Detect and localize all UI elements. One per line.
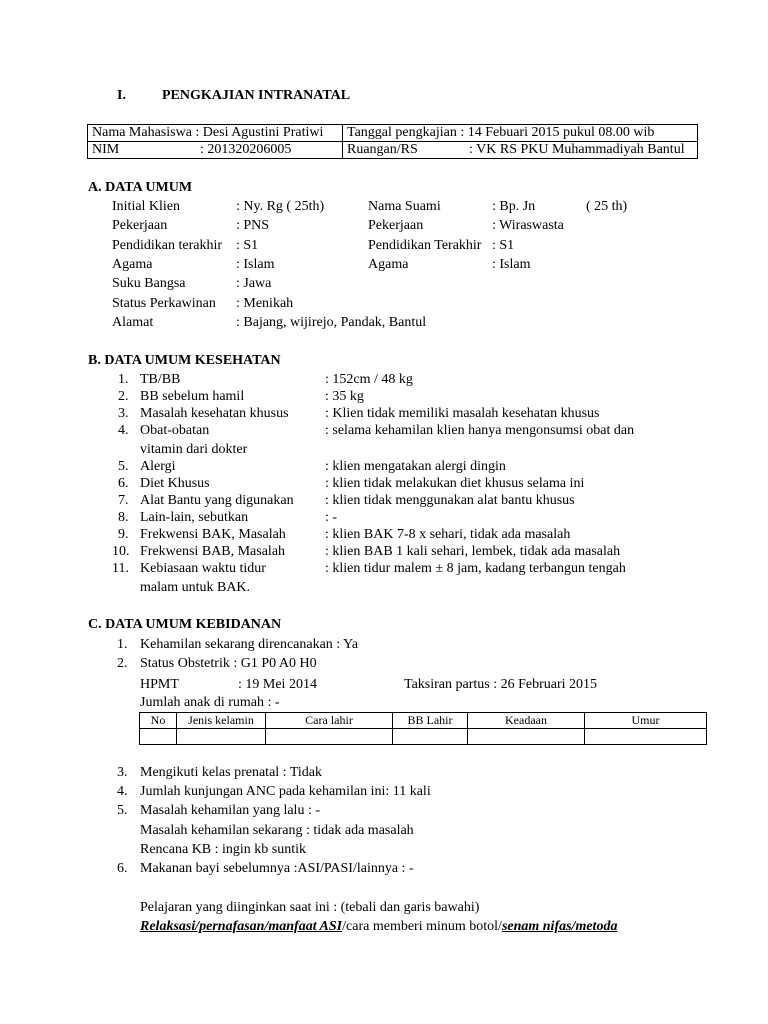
taksiran-partus: Taksiran partus : 26 Februari 2015 (404, 677, 598, 692)
field-label: Pekerjaan (112, 218, 168, 233)
assessment-date-cell: Tanggal pengkajian : 14 Febuari 2015 pukul 08.00 wib (343, 125, 698, 142)
field-label: Kebiasaan waktu tidur (140, 561, 266, 576)
item-number: 9. (118, 527, 129, 542)
field-value: : Bp. Jn (492, 199, 536, 214)
hpmt-label: HPMT (140, 677, 179, 692)
field-label: Pekerjaan (368, 218, 424, 233)
field-value: : PNS (236, 218, 270, 233)
field-value: : 152cm / 48 kg (325, 372, 413, 387)
item-number: 7. (118, 493, 129, 508)
nim-value: : 201320206005 (200, 142, 292, 157)
field-label: Alat Bantu yang digunakan (140, 493, 294, 508)
field-value: : selama kehamilan klien hanya mengonsumsi obat dan (325, 423, 635, 438)
field-value: : Ny. Rg ( 25th) (236, 199, 325, 214)
field-label: Diet Khusus (140, 476, 210, 491)
item-number: 1. (118, 372, 129, 387)
field-value-continuation: vitamin dari dokter (140, 442, 248, 457)
page-title: PENGKAJIAN INTRANATAL (162, 88, 351, 103)
lesson-options (140, 919, 617, 935)
item-number: 11. (112, 561, 129, 576)
section-a-title: A. DATA UMUM (88, 180, 193, 195)
field-value: : klien tidak melakukan diet khusus selama ini (325, 476, 585, 491)
field-label: Agama (368, 257, 409, 272)
field-value: : klien BAK 7-8 x sehari, tidak ada masalah (325, 527, 571, 542)
field-value: : 35 kg (325, 389, 364, 404)
field-value: : S1 (236, 238, 259, 253)
item-number: 4. (118, 423, 129, 438)
field-value: : Wiraswasta (492, 218, 564, 233)
field-label: Agama (112, 257, 153, 272)
field-label: Alergi (140, 459, 176, 474)
field-label: BB sebelum hamil (140, 389, 245, 404)
field-value: : Bajang, wijirejo, Pandak, Bantul (236, 315, 427, 330)
nim-cell (88, 142, 343, 159)
field-label: Obat-obatan (140, 423, 210, 438)
field-value: : Islam (236, 257, 275, 272)
field-label: Pendidikan Terakhir (368, 238, 482, 253)
field-label: Alamat (112, 315, 154, 330)
field-value: : Jawa (236, 276, 272, 291)
field-value: : - (325, 510, 338, 525)
lesson-bold-2: senam nifas/metoda (501, 919, 618, 934)
section-c-title: C. DATA UMUM KEBIDANAN (88, 617, 282, 632)
table-header-condition: Keadaan (468, 713, 585, 729)
lesson-plain: /cara memberi minum botol/ (342, 919, 502, 934)
item-number: 2. (118, 389, 129, 404)
field-label: Frekwensi BAB, Masalah (140, 544, 286, 559)
item-number: 10. (112, 544, 130, 559)
field-value: : S1 (492, 238, 515, 253)
lesson-bold-1: Relaksasi/pernafasan/manfaat ASI (140, 919, 343, 934)
field-value: : klien BAB 1 kali sehari, lembek, tidak ada masalah (325, 544, 621, 559)
field-value: : Islam (492, 257, 531, 272)
table-header-birth-method: Cara lahir (266, 713, 393, 729)
room-cell (343, 142, 698, 159)
field-label: Lain-lain, sebutkan (140, 510, 249, 525)
field-value: : klien mengatakan alergi dingin (325, 459, 506, 474)
field-label: Pendidikan terakhir (112, 238, 223, 253)
field-label: Initial Klien (112, 199, 181, 214)
table-header-age: Umur (585, 713, 707, 729)
field-label: Masalah kesehatan khusus (140, 406, 289, 421)
item-number: 5. (118, 459, 129, 474)
title-number: I. (117, 88, 126, 103)
field-label: Frekwensi BAK, Masalah (140, 527, 286, 542)
field-label: Status Perkawinan (112, 296, 216, 311)
field-label: TB/BB (140, 372, 181, 387)
children-table (139, 712, 707, 745)
field-value: : Menikah (236, 296, 294, 311)
field-value: ( 25 th) (586, 199, 628, 214)
student-info-table (87, 124, 698, 159)
hpmt-value: : 19 Mei 2014 (238, 677, 317, 692)
room-label: Ruangan/RS (347, 142, 418, 157)
student-name-cell: Nama Mahasiswa : Desi Agustini Pratiwi (88, 125, 343, 142)
item-number: 6. (118, 476, 129, 491)
field-value: : klien tidak menggunakan alat bantu khusus (325, 493, 575, 508)
table-header-sex: Jenis kelamin (177, 713, 266, 729)
table-header-birth-weight: BB Lahir (393, 713, 468, 729)
field-value-continuation: malam untuk BAK. (140, 580, 251, 595)
table-header-no: No (140, 713, 177, 729)
field-label: Suku Bangsa (112, 276, 186, 291)
section-b-title: B. DATA UMUM KESEHATAN (88, 353, 281, 368)
field-value: : Klien tidak memiliki masalah kesehatan khusus (325, 406, 600, 421)
field-label: Nama Suami (368, 199, 441, 214)
field-value: : klien tidur malem ± 8 jam, kadang terbangun tengah (325, 561, 626, 576)
nim-label: NIM (92, 142, 120, 157)
room-value: : VK RS PKU Muhammadiyah Bantul (469, 142, 685, 157)
table-row (140, 729, 707, 745)
item-number: 8. (118, 510, 129, 525)
item-number: 3. (118, 406, 129, 421)
